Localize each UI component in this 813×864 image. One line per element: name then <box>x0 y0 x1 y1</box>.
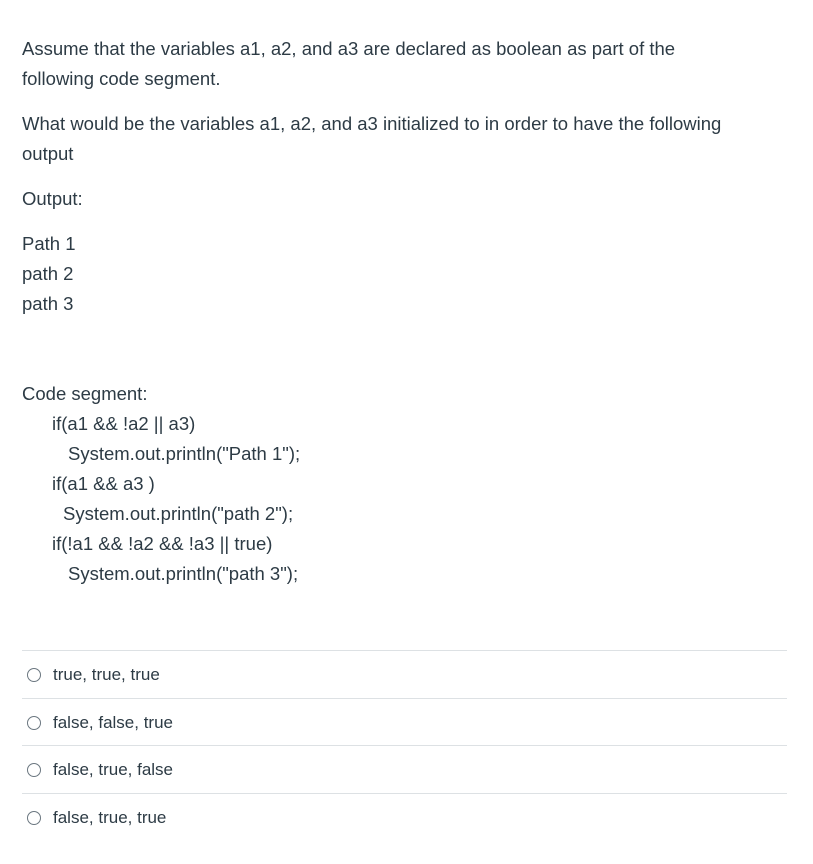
intro-line-2: following code segment. <box>22 68 221 89</box>
answer-option-1[interactable] <box>22 650 787 698</box>
ask-line-2: output <box>22 143 74 164</box>
radio-button-icon[interactable] <box>27 716 41 730</box>
radio-button-icon[interactable] <box>27 668 41 682</box>
code-line-2: System.out.println("Path 1"); <box>68 443 301 464</box>
ask-line-1: What would be the variables a1, a2, and a3 initialized to in order to have the following <box>22 113 722 134</box>
code-line-6: System.out.println("path 3"); <box>68 563 299 584</box>
answer-label: false, false, true <box>53 712 174 732</box>
answer-option-2[interactable] <box>22 698 787 746</box>
code-label: Code segment: <box>22 383 148 404</box>
code-line-1: if(a1 && !a2 || a3) <box>52 413 196 434</box>
code-line-3: if(a1 && a3 ) <box>52 473 155 494</box>
answer-list <box>22 650 787 840</box>
code-line-4: System.out.println("path 2"); <box>63 503 294 524</box>
output-line-3: path 3 <box>22 293 74 314</box>
answer-option-4[interactable] <box>22 793 787 841</box>
answer-label: false, true, true <box>53 807 167 827</box>
answer-option-3[interactable] <box>22 745 787 793</box>
output-label: Output: <box>22 188 83 209</box>
radio-button-icon[interactable] <box>27 811 41 825</box>
code-line-5: if(!a1 && !a2 && !a3 || true) <box>52 533 273 554</box>
output-line-2: path 2 <box>22 263 74 284</box>
intro-line-1: Assume that the variables a1, a2, and a3 are declared as boolean as part of the <box>22 38 676 59</box>
output-line-1: Path 1 <box>22 233 76 254</box>
answer-label: true, true, true <box>53 664 160 684</box>
radio-button-icon[interactable] <box>27 763 41 777</box>
answer-label: false, true, false <box>53 759 174 779</box>
